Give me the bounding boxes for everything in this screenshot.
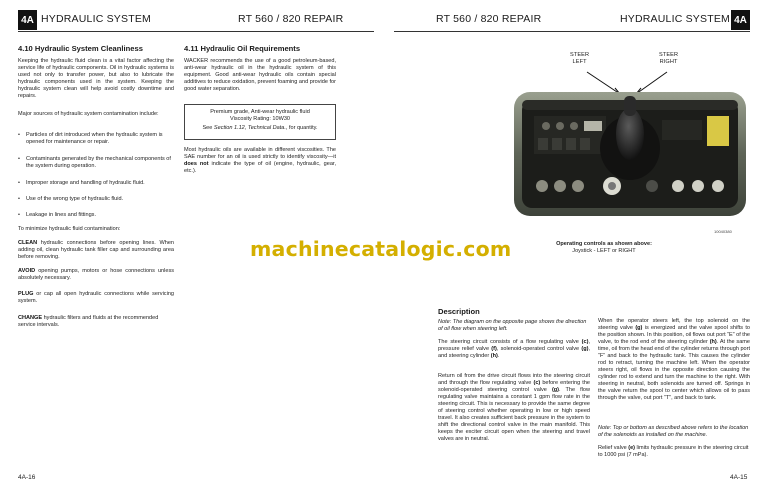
caption-subtitle: Joystick - LEFT or RIGHT — [572, 248, 636, 254]
bullet-item: • Particles of dirt introduced when the hydraulic system is opened for maintenance or repair. — [18, 132, 174, 146]
control-panel-illustration — [502, 68, 758, 218]
header-title: HYDRAULIC SYSTEM — [41, 13, 151, 25]
steering-circuit-paragraph: The steering circuit consists of a flow regulating valve (c), pressure relief valve (f), solenoid-operated control valve (g), and steering cylinder (h). — [438, 339, 590, 359]
change-paragraph: CHANGE hydraulic filters and fluids at the recommended service intervals. — [18, 315, 159, 328]
steer-left-label: STEER LEFT — [570, 52, 590, 65]
clean-paragraph: CLEAN hydraulic connections before opening lines. When adding oil, clean hydraulic tank filler cap and surrounding area before removing. — [18, 240, 174, 260]
page-number: 4A-15 — [730, 474, 748, 481]
header-rule — [18, 31, 374, 32]
right-page — [384, 0, 768, 497]
bullet-item: • Improper storage and handling of hydraulic fluid. — [18, 180, 318, 187]
oil-spec-line: Viscosity Rating: 10W30 — [229, 116, 291, 122]
control-panel-photo — [502, 68, 758, 218]
section-411-title: 4.11 Hydraulic Oil Requirements — [184, 44, 301, 53]
oil-spec-line: Premium grade, Anti-wear hydraulic fluid — [210, 109, 310, 115]
steer-operation-paragraph: When the operator steers left, the top solenoid on the steering valve (g) is energized and the valve spool shifts to the position shown. In this position, oil flows out port “E” of the valve, to the rod end of the steering cylinder (h). At the same time, oil from the head end of the cylinder returns through port “F” and back to the hydraulic tank. This causes the cylinder rod to retract, turning the machine left. When the operator steers right, oil flows in the opposite direction causing the cylinder rod to extend and turn the machine to the right. With steering in neutral, both solenoids are turned off. Springs in the valve return the spool to center which allows oil to pass through the valve, out port “T”, and back to tank. — [598, 318, 751, 401]
bullet-item: • Leakage in lines and fittings. — [18, 212, 318, 219]
bullet-item: • Contaminants generated by the mechanical components of the system during operation. — [18, 156, 174, 170]
relief-valve-paragraph: Relief valve (e) limits hydraulic pressure in the steering circuit to 1000 psi (7 mPa). — [598, 445, 749, 458]
figure-id: 10040380 — [714, 229, 732, 234]
chapter-tab: 4A — [18, 10, 37, 30]
description-title: Description — [438, 307, 480, 316]
section-410-intro: Keeping the hydraulic fluid clean is a vital factor affecting the service life of hydraulic components. Oil in hydraulic systems is used not only to transfer power, but also to lubricate the hydraulic components used in the system. Keeping the hydraulic system clean will help avoid costly downtime and repairs. — [18, 58, 174, 99]
oil-spec-line: See Section 1.12, Technical Data., for quantity. — [202, 125, 318, 131]
header-manual: RT 560 / 820 REPAIR — [436, 13, 542, 25]
section-410-title: 4.10 Hydraulic System Cleanliness — [18, 44, 143, 53]
section-411-intro: WACKER recommends the use of a good petroleum-based, anti-wear hydraulic oil in the hydraulic system of this equipment. Good anti-wear hydraulic oils contain special additives to reduce oxidation, prevent foaming and provide for good water separation. — [184, 58, 336, 92]
viscosity-paragraph: Most hydraulic oils are available in different viscosities. The SAE number for an oil is used strictly to identify viscosity—it does not indicate the type of oil (engine, hydraulic, gear, etc.). — [184, 147, 336, 174]
plug-paragraph: PLUG or cap all open hydraulic connections while servicing system. — [18, 291, 174, 304]
oil-spec-box — [184, 104, 336, 140]
minimize-intro: To minimize hydraulic fluid contamination: — [18, 226, 121, 232]
contamination-intro: Major sources of hydraulic system contamination include: — [18, 111, 159, 117]
steer-right-label: STEER RIGHT — [659, 52, 679, 65]
chapter-tab: 4A — [731, 10, 750, 30]
bullet-item: • Use of the wrong type of hydraulic fluid. — [18, 196, 318, 203]
header-rule — [394, 31, 750, 32]
watermark: machinecatalogic.com — [250, 237, 512, 261]
page-number: 4A-16 — [18, 474, 36, 481]
avoid-paragraph: AVOID opening pumps, motors or hose connections unless absolutely necessary. — [18, 268, 174, 281]
caption-title: Operating controls as shown above: — [556, 241, 652, 247]
note-flow-direction: Note: The diagram on the opposite page shows the direction of oil flow when steering left. — [438, 319, 587, 332]
note-solenoid-location: Note: Top or bottom as described above refers to the location of the solenoids as installed on the machine. — [598, 425, 749, 438]
return-oil-paragraph: Return oil from the drive circuit flows into the steering circuit and through the flow regulating valve (c) before entering the solenoid-operated steering control valve (g). The flow regulating valve maintains a constant 1 gpm flow rate in the steering circuit. This is necessary to provide the same degree of steering control whether operating in low or high speed travel. It also creates sufficient back pressure in the system to shift the directional control valve in the main manifold. This keeps the exciter circuit open when the steering and travel valves are in neutral. — [438, 373, 591, 442]
header-manual: RT 560 / 820 REPAIR — [238, 13, 344, 25]
header-title: HYDRAULIC SYSTEM — [620, 13, 730, 25]
